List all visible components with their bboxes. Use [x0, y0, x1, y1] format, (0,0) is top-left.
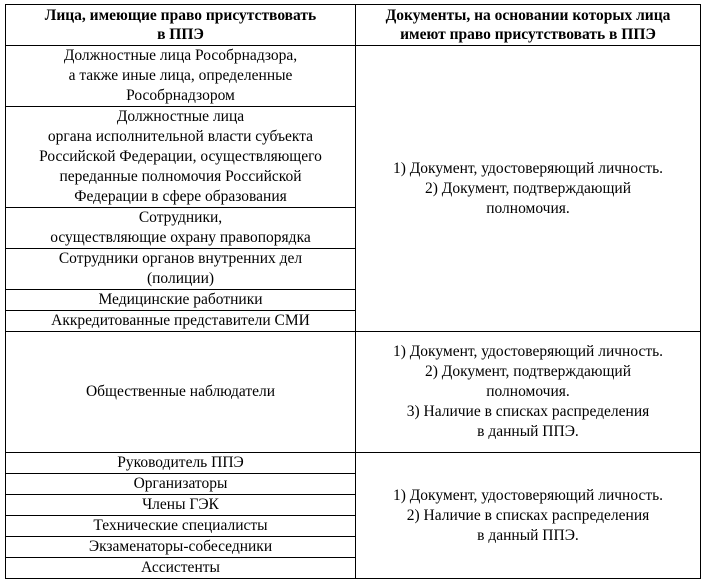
table-row: [6, 453, 701, 474]
table-row: [6, 332, 701, 453]
header-row: [6, 5, 701, 46]
person-cell: Члены ГЭК: [6, 495, 356, 516]
person-cell: Сотрудники органов внутренних дел (полиции): [6, 249, 356, 290]
person-cell: Ассистенты: [6, 558, 356, 579]
documents-cell-group3: 1) Документ, удостоверяющий личность. 2) Наличие в списках распределения в данный ППЭ.: [356, 453, 701, 579]
person-cell: Должностные лица органа исполнительной власти субъекта Российской Федерации, осуществляющего переданные полномочия Российской Федерации в сфере образования: [6, 107, 356, 208]
person-cell: Технические специалисты: [6, 516, 356, 537]
table-row: [6, 46, 701, 107]
documents-cell-group1: 1) Документ, удостоверяющий личность. 2) Документ, подтверждающий полномочия.: [356, 46, 701, 332]
person-cell: Медицинские работники: [6, 290, 356, 311]
header-documents: Документы, на основании которых лица имеют право присутствовать в ППЭ: [356, 5, 701, 46]
access-table: [5, 4, 701, 579]
person-cell: Сотрудники, осуществляющие охрану правопорядка: [6, 208, 356, 249]
person-cell: Общественные наблюдатели: [6, 332, 356, 453]
person-cell: Руководитель ППЭ: [6, 453, 356, 474]
documents-cell-group2: 1) Документ, удостоверяющий личность. 2) Документ, подтверждающий полномочия. 3) Наличие в списках распределения в данный ППЭ.: [356, 332, 701, 453]
person-cell: Организаторы: [6, 474, 356, 495]
person-cell: Должностные лица Рособрнадзора, а также иные лица, определенные Рособрнадзором: [6, 46, 356, 107]
person-cell: Экзаменаторы-собеседники: [6, 537, 356, 558]
header-persons: Лица, имеющие право присутствовать в ППЭ: [6, 5, 356, 46]
person-cell: Аккредитованные представители СМИ: [6, 311, 356, 332]
